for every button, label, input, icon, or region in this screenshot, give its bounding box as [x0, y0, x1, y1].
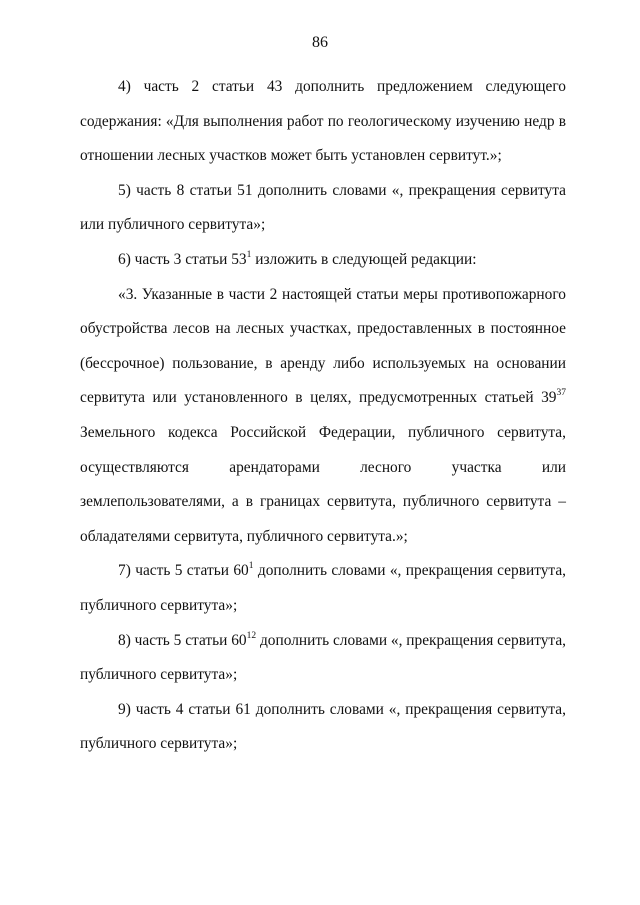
- paragraph-text: 5) часть 8 статьи 51 дополнить словами «, прекращения сервитута или публичного сервитута»;: [80, 181, 566, 234]
- superscript-index: 1: [246, 249, 252, 260]
- amendment-paragraph-7: [80, 554, 566, 623]
- superscript-index: 12: [246, 630, 257, 641]
- amendment-paragraph-4: [80, 70, 566, 174]
- superscript-index: 37: [556, 388, 566, 399]
- amendment-paragraph-8: [80, 624, 566, 693]
- paragraph-text: «3. Указанные в части 2 настоящей статьи меры противопожарного обустройства лесов на лесных участках, предоставленных в постоянное (бессрочное) пользование, в аренду либо используемых на основании сервитута или установленного в целях, предусмотренных статьей 39: [80, 285, 566, 407]
- paragraph-text: 7) часть 5 статьи 60: [118, 562, 249, 580]
- paragraph-text: Земельного кодекса Российской Федерации, публичного сервитута, осуществляются арендаторами лесного участка или землепользователями, а в границах сервитута, публичного сервитута – обладателями сервитута, публичного сервитута.»;: [80, 423, 566, 545]
- paragraph-text: 6) часть 3 статьи 53: [118, 250, 247, 268]
- paragraph-text: дополнить словами «, прекращения сервитута, публичного сервитута»;: [80, 562, 567, 614]
- superscript-index: 1: [248, 561, 254, 572]
- paragraph-text: 8) часть 5 статьи 60: [118, 631, 247, 649]
- paragraph-text: 4) часть 2 статьи 43 дополнить предложением следующего содержания: «Для выполнения работ по геологическому изучению недр в отношении лесных участков может быть установлен сервитут.»;: [80, 78, 566, 165]
- paragraph-text: изложить в следующей редакции:: [251, 250, 477, 268]
- paragraph-text: 9) часть 4 статьи 61 дополнить словами «, прекращения сервитута, публичного сервитута»;: [80, 700, 566, 753]
- amendment-paragraph-5: [80, 174, 566, 243]
- amendment-paragraph-9: [80, 693, 566, 762]
- document-body: [80, 70, 566, 762]
- paragraph-text: дополнить словами «, прекращения сервитута, публичного сервитута»;: [80, 631, 567, 684]
- page-number: 86: [312, 34, 328, 51]
- amendment-paragraph-6: [80, 243, 566, 278]
- quoted-new-text-paragraph: [80, 278, 566, 555]
